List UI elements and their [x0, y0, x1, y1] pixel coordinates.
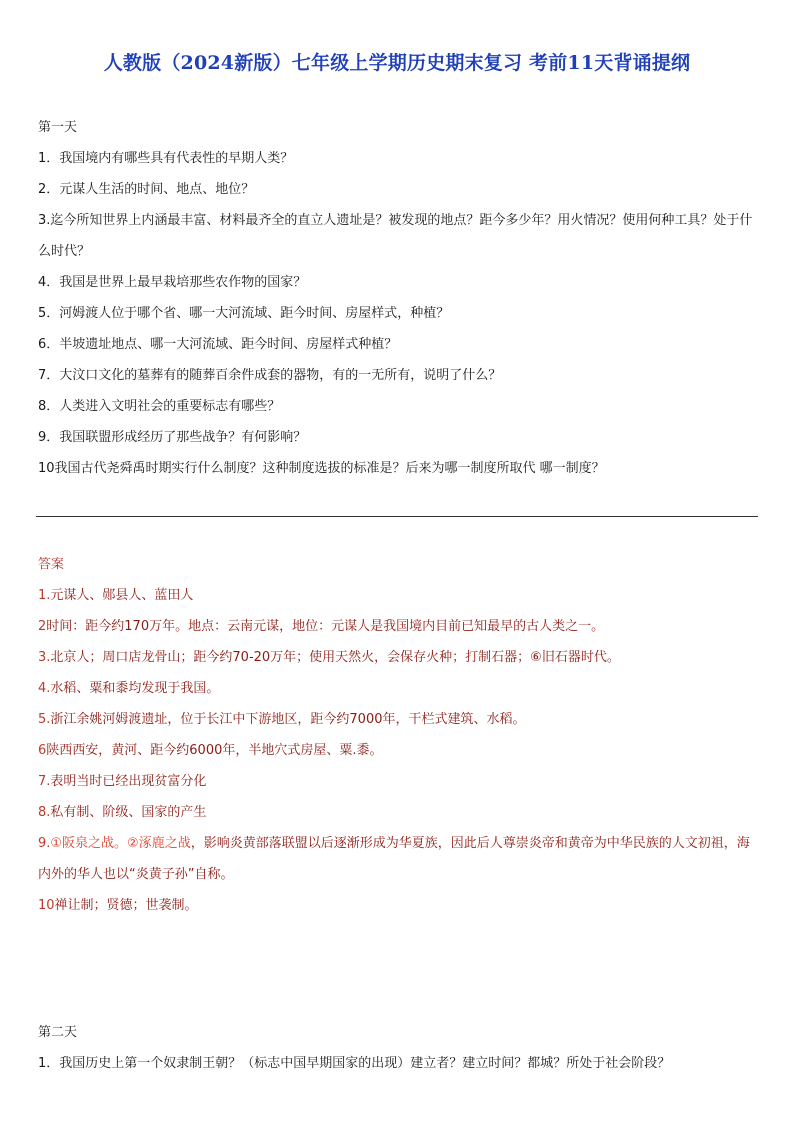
answers-section: [38, 554, 762, 921]
answer-line: [38, 642, 762, 673]
answer-highlight: ①阪泉之战。②涿鹿之战: [50, 836, 191, 851]
answer-line: [38, 828, 762, 890]
section-divider: [36, 516, 758, 517]
question-line: 7．大汶口文化的墓葬有的随葬百余件成套的器物，有的一无所有，说明了什么？: [38, 368, 502, 383]
question-line: 9．我国联盟形成经历了那些战争？有何影响？: [38, 430, 307, 445]
question-line: 4．我国是世界上最早栽培那些农作物的国家？: [38, 275, 307, 290]
answer-number: 9.: [38, 836, 51, 851]
answer-text: 表明当时已经出现贫富分化: [50, 774, 207, 789]
question-line: 1．我国历史上第一个奴隶制王朝？（标志中国早期国家的出现）建立者？建立时间？都城？所处于社会阶段？: [38, 1056, 671, 1071]
answer-number: 8.: [38, 805, 51, 820]
day2-heading: 第二天: [38, 1025, 78, 1040]
question-line: 10我国古代尧舜禹时期实行什么制度？这种制度选拔的标准是？后来为哪一制度所取代 哪一制度？: [38, 461, 605, 476]
answer-text: 禅让制；贤德；世袭制。: [54, 898, 198, 913]
question-line: 6．半坡遗址地点、哪一大河流域、距今时间、房屋样式种植？: [38, 337, 398, 352]
answer-line: [38, 580, 762, 611]
answer-number: 4.: [38, 681, 51, 696]
answer-number: 5.: [38, 712, 51, 727]
answer-line: [38, 673, 762, 704]
answer-number: 6: [38, 743, 47, 758]
answer-line: [38, 766, 762, 797]
answer-text: 陕西西安，黄河、距今约6000年，半地穴式房屋、粟.黍。: [46, 743, 383, 758]
answer-line: [38, 735, 762, 766]
answer-line: [38, 611, 762, 642]
answer-text: ，影响炎黄部落联盟以后逐渐形成为华夏族，因此后人尊崇炎帝和黄帝为中华民族的人文初祖，海内外的华人也以“炎黄子孙”自称。: [38, 836, 750, 882]
answer-line: [38, 704, 762, 735]
page-title: 人教版（2024新版）七年级上学期历史期末复习 考前11天背诵提纲: [103, 52, 691, 74]
answer-text: 时间：距今约170万年。地点：云南元谋，地位：元谋人是我国境内目前已知最早的古人类之一。: [46, 619, 605, 634]
answer-number: 7.: [38, 774, 51, 789]
answer-text: 北京人；周口店龙骨山；距今约70-20万年；使用天然火，会保存火种；打制石器；⑥旧石器时代。: [50, 650, 620, 665]
question-line: 3.迄今所知世界上内涵最丰富、材料最齐全的直立人遗址是？被发现的地点？距今多少年？用火情况？使用何种工具？处于什么时代？: [38, 213, 753, 259]
answer-text: 元谋人、郧县人、蓝田人: [50, 588, 194, 603]
answer-number: 10: [38, 898, 55, 913]
question-line: 2．元谋人生活的时间、地点、地位？: [38, 182, 255, 197]
answer-number: 1.: [38, 588, 51, 603]
answer-number: 2: [38, 619, 47, 634]
day1-heading: 第一天: [38, 120, 78, 135]
question-line: 8．人类进入文明社会的重要标志有哪些？: [38, 399, 281, 414]
answer-line: [38, 797, 762, 828]
answer-text: 浙江余姚河姆渡遗址，位于长江中下游地区，距今约7000年，干栏式建筑、水稻。: [50, 712, 526, 727]
answer-text: 私有制、阶级、国家的产生: [50, 805, 207, 820]
answer-number: 3.: [38, 650, 51, 665]
day1-section: [38, 117, 762, 484]
answer-text: 水稻、粟和黍均发现于我国。: [50, 681, 220, 696]
question-line: 1．我国境内有哪些具有代表性的早期人类？: [38, 151, 294, 166]
answer-line: [38, 890, 762, 921]
question-line: 5．河姆渡人位于哪个省、哪一大河流域、距今时间、房屋样式，种植？: [38, 306, 450, 321]
day2-section: [38, 1022, 762, 1079]
answers-heading: 答案: [38, 557, 65, 572]
